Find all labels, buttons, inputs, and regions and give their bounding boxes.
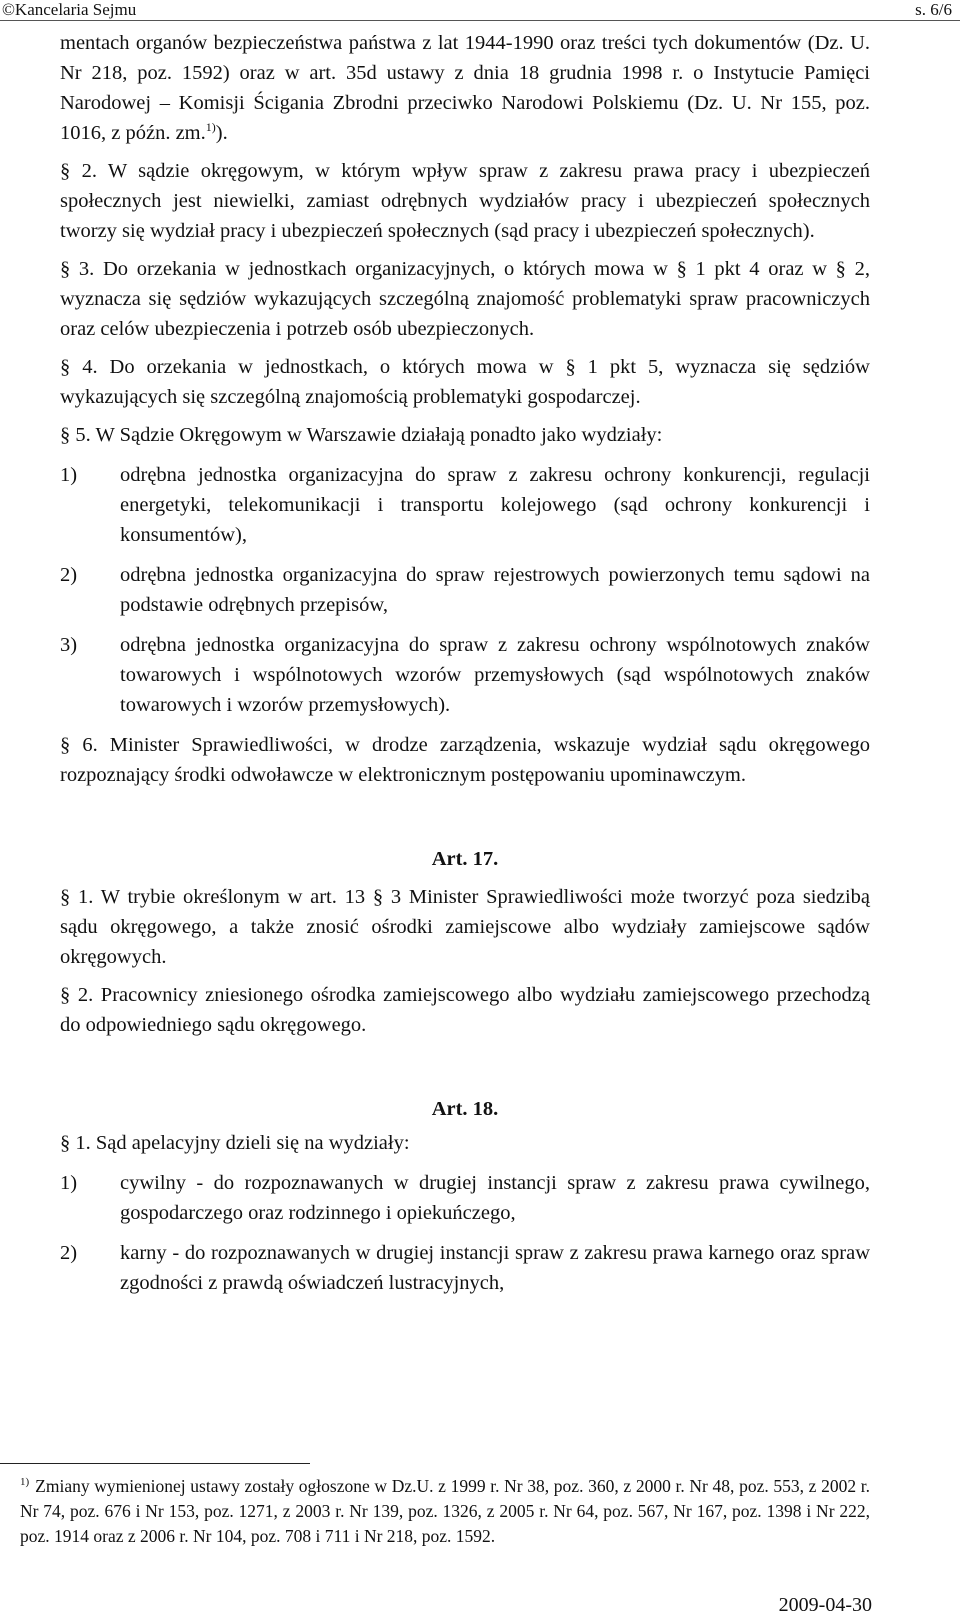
footnote-text: Zmiany wymienionej ustawy zostały ogłoszone w Dz.U. z 1999 r. Nr 38, poz. 360, z 2000 r. Nr 48, poz. 553, z 2002 r. Nr 74, poz. 676 i Nr 153, poz. 1271, z 2003 r. Nr 139, poz. 1326, z 2005 r. Nr 64, poz. 567, Nr 167, poz. 1398 i Nr 222, poz. 1914 oraz z 2006 r. Nr 104, poz. 708 i 711 i Nr 218, poz. 1592. xyxy=(20,1475,870,1546)
list-item: 1) cywilny - do rozpoznawanych w drugiej instancji spraw z zakresu prawa cywilnego, gospodarczego oraz rodzinnego i opiekuńczego, xyxy=(60,1172,870,1224)
section-4-paragraph: § 4. Do orzekania w jednostkach, o których mowa w § 1 pkt 5, wyznacza się sędziów wykazujących się szczególną znajomością problematyki gospodarczej. xyxy=(60,356,870,408)
page-header xyxy=(0,0,960,22)
footnote-reference: 1) xyxy=(205,120,216,135)
footnote-mark: 1) xyxy=(20,1476,30,1488)
article-18-list xyxy=(60,1168,870,1298)
section-2-paragraph: § 2. W sądzie okręgowym, w którym wpływ spraw z zakresu prawa pracy i ubezpieczeń społecznych jest niewielki, zamiast odrębnych wydziałów pracy i ubezpieczeń społecznych tworzy się wydział pracy i ubezpieczeń społecznych (sąd pracy i ubezpieczeń społecznych). xyxy=(60,160,870,242)
section-5-paragraph: § 5. W Sądzie Okręgowym w Warszawie działają ponadto jako wydziały: xyxy=(60,424,663,446)
section-6-paragraph: § 6. Minister Sprawiedliwości, w drodze zarządzenia, wskazuje wydział sądu okręgowego rozpoznający środki odwoławcze w elektronicznym postępowaniu upominawczym. xyxy=(60,734,870,786)
section-5-list xyxy=(60,460,870,720)
list-item: 2) odrębna jednostka organizacyjna do spraw rejestrowych powierzonych temu sądowi na podstawie odrębnych przepisów, xyxy=(60,564,870,616)
header-divider xyxy=(0,20,960,21)
document-date: 2009-04-30 xyxy=(778,1594,872,1616)
header-copyright: ©Kancelaria Sejmu xyxy=(2,0,137,19)
footnote-separator xyxy=(0,1463,310,1464)
footnote xyxy=(0,1470,870,1549)
article-17-section-2: § 2. Pracownicy zniesionego ośrodka zamiejscowego albo wydziału zamiejscowego przechodzą do odpowiedniego sądu okręgowego. xyxy=(60,984,870,1036)
article-18-section-1: § 1. Sąd apelacyjny dzieli się na wydziały: xyxy=(60,1132,410,1154)
intro-paragraph: mentach organów bezpieczeństwa państwa z lat 1944-1990 oraz treści tych dokumentów (Dz. U. Nr 218, poz. 1592) oraz w art. 35d ustawy z dnia 18 grudnia 1998 r. o Instytucie Pamięci Narodowej – Komisji Ścigania Zbrodni przeciwko Narodowi Polskiemu (Dz. U. Nr 155, poz. 1016, z późn. zm.$^{1)}$). xyxy=(60,32,870,144)
list-item: 3) odrębna jednostka organizacyjna do spraw z zakresu ochrony wspólnotowych znaków towarowych i wspólnotowych wzorów przemysłowych (sąd wspólnotowych znaków towarowych i wzorów przemysłowych). xyxy=(60,634,870,716)
article-17-title: Art. 17. xyxy=(431,848,499,870)
section-3-paragraph: § 3. Do orzekania w jednostkach organizacyjnych, o których mowa w § 1 pkt 4 oraz w § 2, wyznacza się sędziów wykazujących szczególną znajomość problematyki spraw pracowniczych oraz celów ubezpieczenia i potrzeb osób ubezpieczonych. xyxy=(60,258,870,340)
article-18-title: Art. 18. xyxy=(431,1098,499,1120)
document-body xyxy=(60,28,870,1298)
article-17-section-1: § 1. W trybie określonym w art. 13 § 3 Minister Sprawiedliwości może tworzyć poza siedzibą sądu okręgowego, a także znosić ośrodki zamiejscowe albo wydziały zamiejscowe sądów okręgowych. xyxy=(60,886,870,968)
list-item: 2) karny - do rozpoznawanych w drugiej instancji spraw z zakresu prawa karnego oraz spraw zgodności z prawdą oświadczeń lustracyjnych, xyxy=(60,1242,870,1294)
header-page-number: s. 6/6 xyxy=(915,0,952,19)
list-item: 1) odrębna jednostka organizacyjna do spraw z zakresu ochrony konkurencji, regulacji energetyki, telekomunikacji i transportu kolejowego (sąd ochrony konkurencji i konsumentów), xyxy=(60,464,870,546)
